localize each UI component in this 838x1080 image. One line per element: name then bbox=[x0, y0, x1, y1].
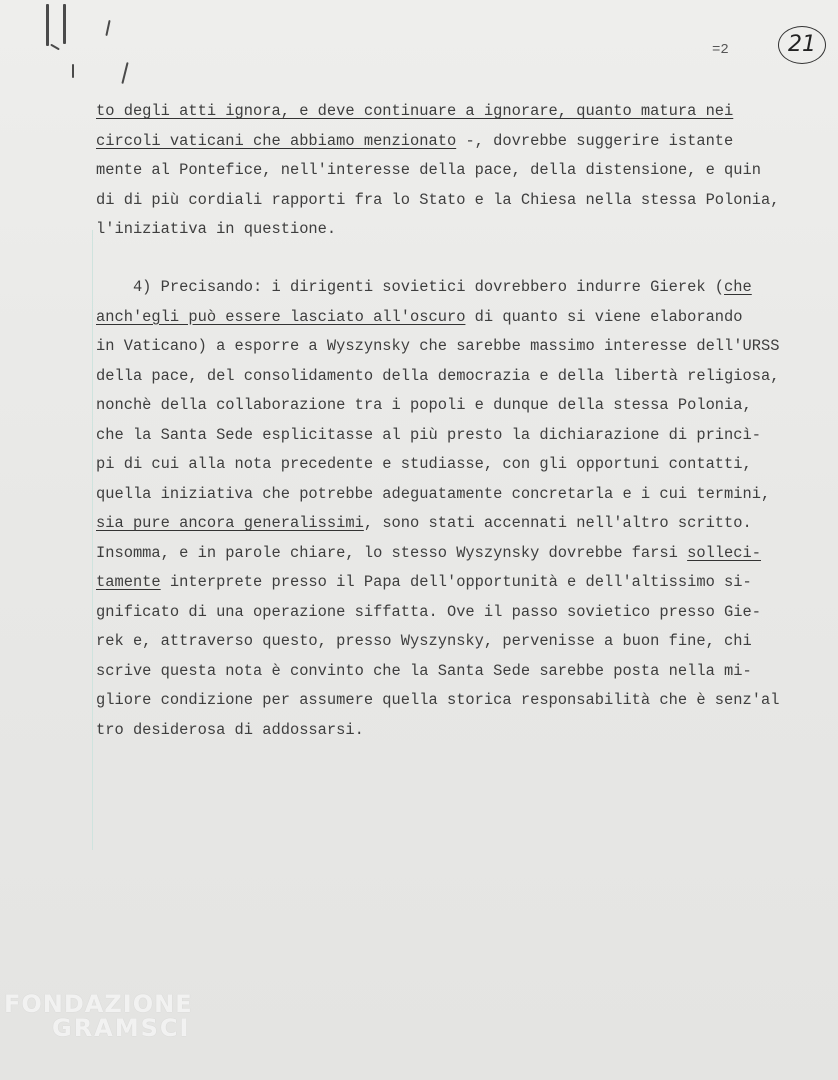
text-line bbox=[96, 303, 808, 333]
text-segment: gliore condizione per assumere quella storica responsabilità che è senz'al bbox=[96, 691, 780, 709]
text-segment: l'iniziativa in questione. bbox=[96, 220, 337, 238]
watermark bbox=[4, 990, 193, 1042]
underlined-text: tamente bbox=[96, 573, 161, 591]
text-line bbox=[96, 539, 808, 569]
text-line bbox=[96, 97, 808, 127]
text-segment: rek e, attraverso questo, presso Wyszynsky, pervenisse a buon fine, chi bbox=[96, 632, 752, 650]
text-line bbox=[96, 627, 808, 657]
text-segment: mente al Pontefice, nell'interesse della pace, della distensione, e quin bbox=[96, 161, 761, 179]
text-segment: Insomma, e in parole chiare, lo stesso Wyszynsky dovrebbe farsi bbox=[96, 543, 688, 562]
text-line bbox=[96, 686, 808, 716]
text-segment: che la Santa Sede esplicitasse al più presto la dichiarazione di princì- bbox=[96, 425, 761, 444]
text-segment: nonchè della collaborazione tra i popoli e dunque della stessa Polonia, bbox=[96, 396, 752, 414]
watermark-line-2: GRAMSCI bbox=[52, 1014, 191, 1042]
underlined-text: anch'egli può essere lasciato all'oscuro bbox=[96, 307, 466, 326]
underlined-text: sia pure ancora generalissimi bbox=[96, 514, 364, 532]
text-segment: in Vaticano) a esporre a Wyszynsky che sarebbe massimo interesse dell'URSS bbox=[96, 337, 780, 355]
text-segment: di quanto si viene elaborando bbox=[465, 307, 743, 326]
text-segment: di di più cordiali rapporti fra lo Stato e la Chiesa nella stessa Polonia, bbox=[96, 190, 780, 209]
folio-number-stamp: 21 bbox=[778, 26, 826, 64]
text-line bbox=[96, 127, 808, 157]
text-line bbox=[96, 421, 808, 451]
text-line bbox=[96, 716, 808, 746]
text-segment: -, dovrebbe suggerire istante bbox=[456, 131, 734, 150]
text-segment: scrive questa nota è convinto che la Santa Sede sarebbe posta nella mi- bbox=[96, 661, 752, 680]
text-line bbox=[96, 156, 808, 186]
text-segment: interprete presso il Papa dell'opportunità e dell'altissimo si- bbox=[160, 573, 752, 591]
text-segment: tro desiderosa di addossarsi. bbox=[96, 720, 364, 739]
watermark-line-1: FONDAZIONE bbox=[4, 990, 193, 1018]
text-line bbox=[96, 362, 808, 392]
underlined-text: che bbox=[724, 278, 752, 296]
page-code: =2 bbox=[712, 42, 729, 58]
text-segment: quella iniziativa che potrebbe adeguatamente concretarla e i cui termini, bbox=[96, 484, 771, 503]
text-segment: gnificato di una operazione siffatta. Ove il passo sovietico presso Gie- bbox=[96, 602, 761, 621]
underlined-text: circoli vaticani che abbiamo menzionato bbox=[96, 131, 457, 150]
text-segment: della pace, del consolidamento della democrazia e della libertà religiosa, bbox=[96, 366, 780, 385]
paragraph-2 bbox=[96, 273, 808, 745]
text-segment: pi di cui alla nota precedente e studiasse, con gli opportuni contatti, bbox=[96, 455, 752, 473]
underlined-text: solleci- bbox=[687, 543, 761, 562]
text-line bbox=[96, 186, 808, 216]
underlined-text: to degli atti ignora, e deve continuare a ignorare, quanto matura nei bbox=[96, 102, 734, 120]
text-line bbox=[96, 273, 808, 303]
text-line bbox=[96, 568, 808, 598]
margin-rule bbox=[92, 230, 93, 850]
text-segment: , sono stati accennati nell'altro scritto. bbox=[363, 514, 752, 532]
text-line bbox=[96, 509, 808, 539]
text-line bbox=[96, 480, 808, 510]
text-line bbox=[96, 332, 808, 362]
text-line bbox=[96, 450, 808, 480]
text-segment: 4) Precisando: i dirigenti sovietici dovrebbero indurre Gierek ( bbox=[96, 278, 725, 296]
text-line bbox=[96, 215, 808, 245]
text-line bbox=[96, 391, 808, 421]
paragraph-1 bbox=[96, 97, 808, 245]
text-line bbox=[96, 598, 808, 628]
text-line bbox=[96, 657, 808, 687]
